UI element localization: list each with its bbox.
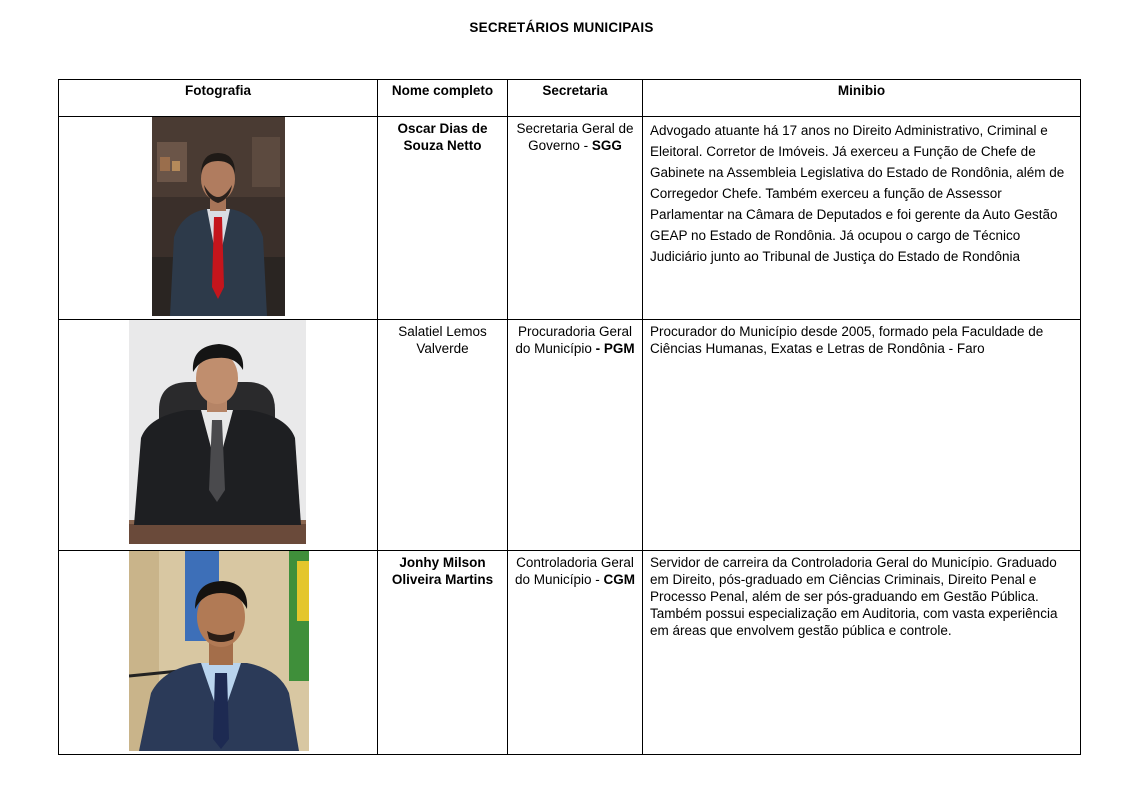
secretaries-table	[58, 79, 1081, 755]
portrait-photo	[129, 320, 306, 544]
minibio: Procurador do Município desde 2005, formado pela Faculdade de Ciências Humanas, Exatas e Letras de Rondônia - Faro	[643, 320, 1081, 551]
department	[508, 117, 643, 320]
table-row	[59, 320, 1081, 551]
header-department: Secretaria	[508, 80, 643, 117]
department-code: - PGM	[595, 341, 635, 356]
minibio: Servidor de carreira da Controladoria Geral do Município. Graduado em Direito, pós-graduado em Ciências Criminais, Direito Penal e Processo Penal, além de ser pós-graduando em Gestão Pública. Também possui especialização em Auditoria, com vasta experiência em áreas que envolvem gestão pública e controle.	[643, 551, 1081, 755]
department-code: CGM	[603, 572, 636, 587]
photo-cell	[59, 551, 378, 755]
table-row	[59, 117, 1081, 320]
department-name: Controladoria Geral do Município -	[514, 555, 634, 587]
department-name: Secretaria Geral de Governo -	[516, 121, 634, 153]
header-photo: Fotografia	[59, 80, 378, 117]
table-header-row	[59, 80, 1081, 117]
portrait-photo	[129, 551, 309, 751]
photo-cell	[59, 117, 378, 320]
document-title: SECRETÁRIOS MUNICIPAIS	[469, 20, 654, 35]
full-name: Jonhy Milson Oliveira Martins	[378, 551, 508, 755]
header-bio: Minibio	[643, 80, 1081, 117]
department	[508, 551, 643, 755]
header-name: Nome completo	[378, 80, 508, 117]
full-name: Salatiel Lemos Valverde	[378, 320, 508, 551]
minibio: Advogado atuante há 17 anos no Direito Administrativo, Criminal e Eleitoral. Corretor de Imóveis. Já exerceu a Função de Chefe de Gabinete na Assembleia Legislativa do Estado de Rondônia, além de Corregedor Chefe. Também exerceu a função de Assessor Parlamentar na Câmara de Deputados e foi gerente da Auto Gestão GEAP no Estado de Rondônia. Já ocupou o cargo de Técnico Judiciário junto ao Tribunal de Justiça do Estado de Rondônia	[643, 117, 1081, 320]
photo-cell	[59, 320, 378, 551]
portrait-photo	[152, 117, 285, 316]
department-name: Procuradoria Geral do Município	[515, 324, 633, 356]
full-name: Oscar Dias de Souza Netto	[378, 117, 508, 320]
department	[508, 320, 643, 551]
department-code: SGG	[591, 138, 622, 153]
table-row	[59, 551, 1081, 755]
